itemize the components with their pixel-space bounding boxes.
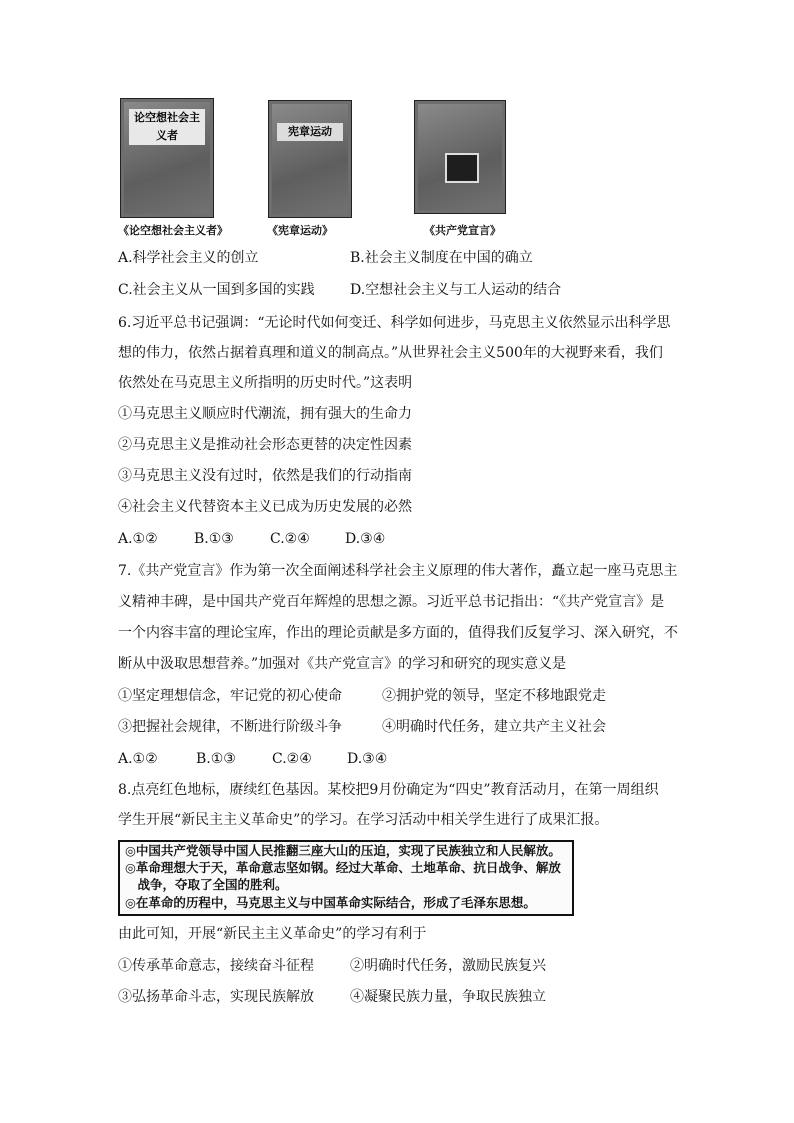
book-caption: 《共产党宣言》 — [424, 224, 501, 237]
statement-item: ②马克思主义是推动社会形态更替的决定性因素 — [118, 437, 412, 453]
option-d: D.空想社会主义与工人运动的结合 — [350, 282, 562, 298]
book-image-utopian-socialists — [120, 98, 214, 218]
statement-item: ③把握社会规律，不断进行阶级斗争 — [118, 719, 342, 735]
question-8-text: 8.点亮红色地标，赓续红色基因。某校把9月份确定为“四史”教育活动月，在第一周组织 — [118, 782, 659, 798]
option-c: C.②④ — [270, 531, 310, 547]
report-line: 战争，夺取了全国的胜利。 — [125, 877, 288, 892]
report-line: ◎中国共产党领导中国人民推翻三座大山的压迫，实现了民族独立和人民解放。 — [125, 843, 561, 858]
question-8-text: 学生开展“新民主主义革命史”的学习。在学习活动中相关学生进行了成果汇报。 — [118, 812, 609, 828]
statement-item: ④明确时代任务，建立共产主义社会 — [382, 719, 606, 735]
question-7-text: 义精神丰碑，是中国共产党百年辉煌的思想之源。习近平总书记指出：“《共产党宣言》是 — [118, 594, 665, 610]
report-line: ◎在革命的历程中，马克思主义与中国革命实际结合，形成了毛泽东思想。 — [125, 895, 536, 910]
book-cover-title: 宪章运动 — [277, 123, 343, 141]
question-6-text: 想的伟力，依然占据着真理和道义的制高点。”从世界社会主义500年的大视野来看，我们 — [118, 345, 663, 361]
statement-item: ①坚定理想信念，牢记党的初心使命 — [118, 688, 342, 704]
question-7-text: 7.《共产党宣言》作为第一次全面阐述科学社会主义原理的伟大著作，矗立起一座马克思主 — [118, 563, 678, 579]
option-a: A.科学社会主义的创立 — [118, 250, 259, 266]
option-c: C.社会主义从一国到多国的实践 — [118, 282, 315, 298]
book-image-communist-manifesto — [414, 100, 506, 214]
statement-item: ③弘扬革命斗志，实现民族解放 — [118, 989, 314, 1005]
statement-item: ③马克思主义没有过时，依然是我们的行动指南 — [118, 468, 412, 484]
statement-item: ①马克思主义顺应时代潮流，拥有强大的生命力 — [118, 406, 412, 422]
question-8-prompt: 由此可知，开展“新民主主义革命史”的学习有利于 — [118, 926, 427, 942]
option-c: C.②④ — [272, 751, 312, 767]
portrait-emblem — [445, 153, 479, 183]
option-a: A.①② — [118, 531, 158, 547]
book-caption: 《宪章运动》 — [267, 224, 333, 237]
statement-item: ④社会主义代替资本主义已成为历史发展的必然 — [118, 499, 412, 515]
question-6-text: 依然处在马克思主义所指明的历史时代。”这表明 — [118, 375, 413, 391]
question-7-text: 一个内容丰富的理论宝库，作出的理论贡献是多方面的，值得我们反复学习、深入研究，不 — [118, 625, 678, 641]
book-caption: 《论空想社会主义者》 — [118, 224, 228, 237]
option-a: A.①② — [118, 751, 158, 767]
option-b: B.①③ — [196, 751, 236, 767]
question-6-text: 6.习近平总书记强调：“无论时代如何变迁、科学如何进步，马克思主义依然显示出科学思 — [118, 315, 671, 331]
option-d: D.③④ — [345, 531, 386, 547]
report-box — [118, 840, 574, 916]
statement-item: ②明确时代任务，激励民族复兴 — [350, 958, 546, 974]
statement-item: ②拥护党的领导，坚定不移地跟党走 — [382, 688, 606, 704]
statement-item: ①传承革命意志，接续奋斗征程 — [118, 958, 314, 974]
book-cover-title: 论空想社会主义者 — [129, 109, 205, 145]
report-line: ◎革命理想大于天，革命意志坚如钢。经过大革命、土地革命、抗日战争、解放 — [125, 860, 561, 875]
option-d: D.③④ — [347, 751, 388, 767]
statement-item: ④凝聚民族力量，争取民族独立 — [350, 989, 546, 1005]
book-image-chartist-movement — [268, 100, 352, 218]
option-b: B.①③ — [194, 531, 234, 547]
question-7-text: 断从中汲取思想营养。”加强对《共产党宣言》的学习和研究的现实意义是 — [118, 656, 567, 672]
option-b: B.社会主义制度在中国的确立 — [350, 250, 533, 266]
